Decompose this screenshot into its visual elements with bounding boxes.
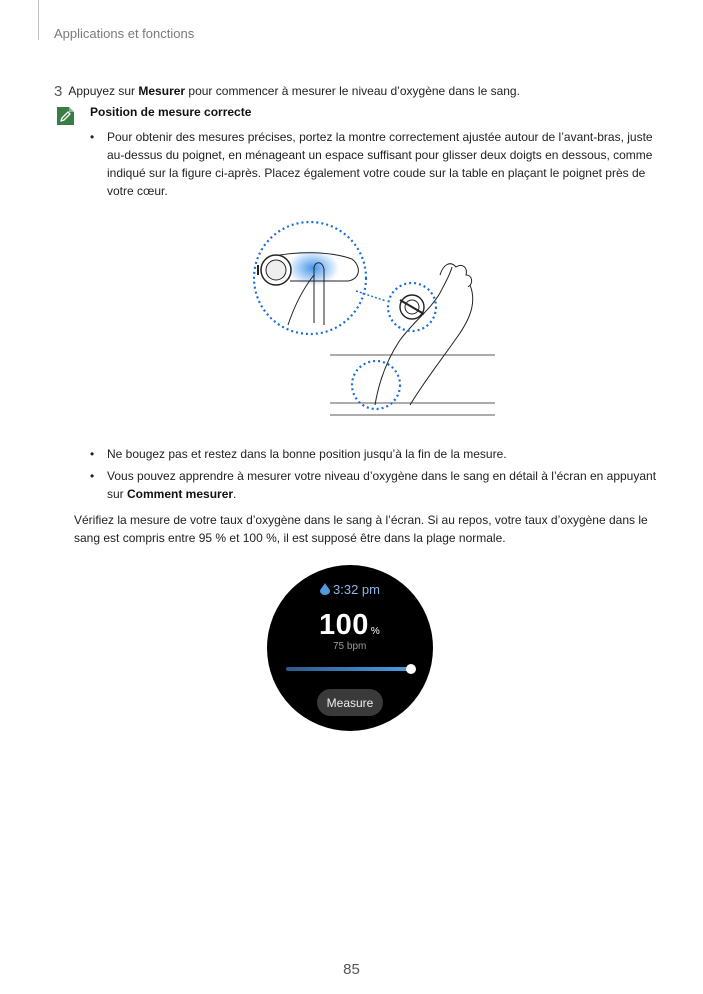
oxygen-value: [319, 609, 380, 642]
tips-bullet-item: • Ne bougez pas et restez dans la bonne position jusqu’à la fin de la mesure.: [90, 445, 660, 463]
header-rule: [38, 0, 39, 40]
watch-screen: [267, 565, 433, 731]
tip-text-prefix: Vous pouvez apprendre à mesurer votre niveau d’oxygène dans le sang en détail à l’écran en appuyant sur: [107, 469, 657, 501]
note-title: Position de mesure correcte: [90, 105, 252, 119]
measurement-time: [267, 582, 433, 597]
time-value: 3:32 pm: [333, 582, 380, 597]
page-number: 85: [343, 961, 360, 978]
oxygen-level-paragraph: Vérifiez la mesure de votre taux d’oxygène dans le sang à l’écran. Si au repos, votre taux d’oxygène dans le sang est compris entre 95 % et 100 %, il est supposé être dans la plage normale.: [74, 513, 648, 545]
step-text-prefix: Appuyez sur: [68, 84, 139, 98]
measure-button[interactable]: Measure: [317, 689, 383, 716]
oxygen-level-marker: [406, 664, 416, 674]
tips-bullet-list: [90, 445, 660, 507]
oxygen-range-bar: [286, 667, 410, 671]
oxygen-number: 100: [319, 609, 369, 641]
note-bullet-list: [90, 128, 660, 200]
step-number: 3: [54, 83, 63, 100]
tips-bullet-item: [90, 467, 660, 503]
tip-text-suffix: .: [233, 487, 237, 501]
note-pencil-icon: [55, 106, 75, 126]
wrist-position-illustration: [240, 215, 500, 420]
step-3: [54, 83, 520, 100]
blood-drop-icon: [320, 583, 330, 595]
heart-rate-value: 75 bpm: [333, 641, 367, 652]
note-bullet-item: • Pour obtenir des mesures précises, portez la montre correctement ajustée autour de l’avant-bras, juste au-dessus du poignet, en ménageant un espace suffisant pour glisser deux doigts en dessous, comme indiqué sur la figure ci-après. Placez également votre coude sur la table en plaçant le poignet près de votre cœur.: [90, 128, 660, 200]
oxygen-unit: %: [370, 626, 381, 637]
how-to-measure-term: Comment mesurer: [127, 487, 234, 501]
section-header: Applications et fonctions: [54, 26, 195, 41]
step-bold-term: Mesurer: [138, 84, 186, 98]
step-text-suffix: pour commencer à mesurer le niveau d’oxygène dans le sang.: [185, 84, 520, 98]
